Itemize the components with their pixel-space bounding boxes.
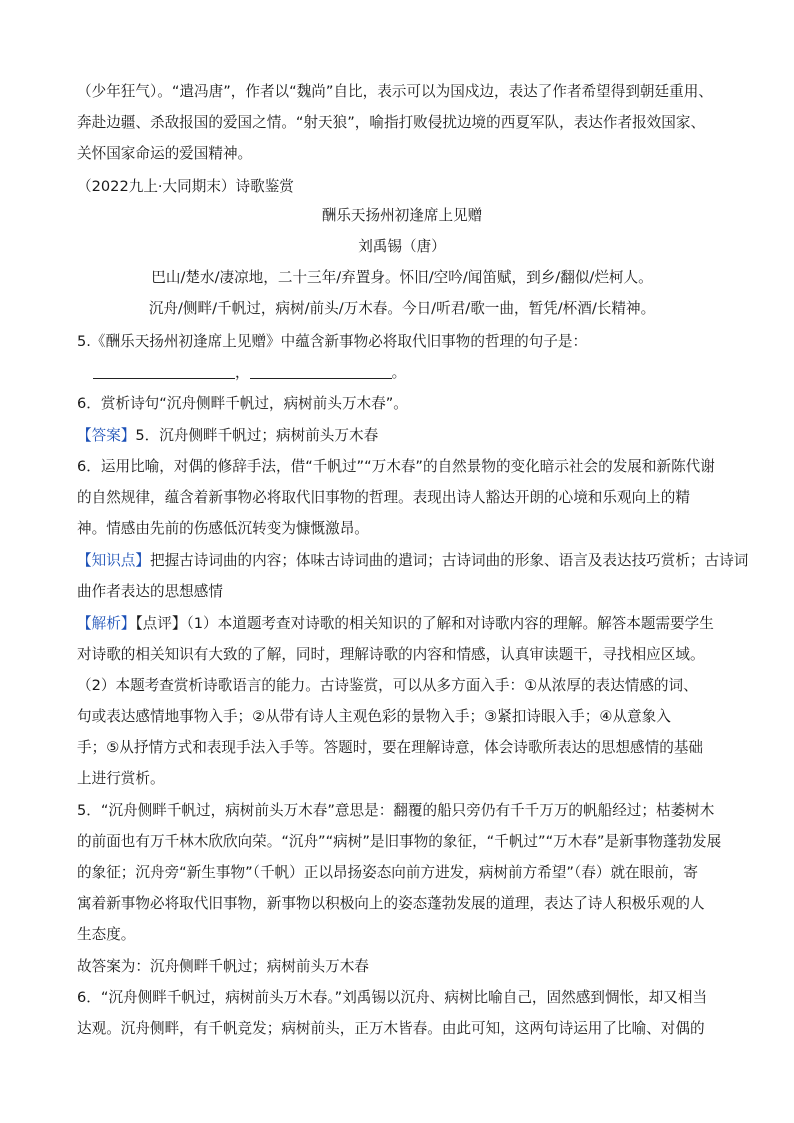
text-line: 上进行赏析。 [77,770,165,787]
poem-line: 沉舟/侧畔/千帆过，病树/前头/万木春。今日/听君/歌一曲，暂凭/杯酒/长精神。 [148,300,656,317]
poem-line: 巴山/楚水/凄凉地，二十三年/弃置身。怀旧/空吟/闻笛赋，到乡/翻似/烂柯人。 [151,269,653,286]
question-5: 5.《酬乐天扬州初逢席上见赠》中蕴含新事物必将取代旧事物的哲理的句子是： [77,333,588,350]
analysis-text: 【点评】（1）本道题考查对诗歌的相关知识的了解和对诗歌内容的理解。解答本题需要学生 [135,615,714,632]
knowledge-text: 把握古诗词曲的内容；体味古诗词曲的遣词；古诗词曲的形象、语言及表达技巧赏析；古诗词 [149,552,749,569]
text-line: 关怀国家命运的爱国精神。 [77,145,253,162]
analysis-tag: 【解析】 [77,615,136,632]
text-line: 寓着新事物必将取代旧事物，新事物以积极向上的姿态蓬勃发展的道理，表达了诗人积极乐观的人 [77,895,705,912]
text-line: 的前面也有万千林木欣欣向荣。“沉舟”“病树”是旧事物的象征，“千帆过”“万木春”是新事物蓬勃发展 [77,833,722,850]
answer-text: 5．沉舟侧畔千帆过；病树前头万木春 [135,427,379,444]
answer-tag: 【答案】 [77,427,136,444]
blank-separator: ， [235,364,250,381]
text-line: 6．运用比喻，对偶的修辞手法，借“千帆过”“万木春”的自然景物的变化暗示社会的发展和新陈代谢 [77,458,715,475]
text-line: 达观。沉舟侧畔，有千帆竞发；病树前头，正万木皆春。由此可知，这两句诗运用了比喻、对偶的 [77,1020,705,1037]
answer-line [77,426,727,446]
blank-end: 。 [391,364,407,381]
text-line: 对诗歌的相关知识有大致的了解，同时，理解诗歌的内容和情感，认真审读题干，寻找相应区域。 [77,646,705,663]
analysis-line [77,614,727,634]
knowledge-tag: 【知识点】 [77,552,150,569]
text-line: 的象征；沉舟旁“新生事物”（千帆）正以昂扬姿态向前方进发，病树前方希望”（春）就在眼前，寄 [77,864,699,881]
text-line: 6．“沉舟侧畔千帆过，病树前头万木春。”刘禹锡以沉舟、病树比喻自己，固然感到惆怅，却又相当 [77,989,708,1006]
text-line: （2）本题考查赏析诗歌语言的能力。古诗鉴赏，可以从多方面入手：①从浓厚的表达情感的词、 [77,677,698,694]
text-line: （少年狂气）。“遣冯唐”，作者以“魏尚”自比，表示可以为国戍边，表达了作者希望得到朝廷重用、 [77,83,713,100]
text-line: 神。情感由先前的伤感低沉转变为慷慨激昂。 [77,520,369,537]
text-line: 句或表达感情地事物入手；②从带有诗人主观色彩的景物入手；③紧扣诗眼入手；④从意象入 [77,708,671,725]
poem-title: 酬乐天扬州初逢席上见赠 [321,207,483,224]
text-line: 手；⑤从抒情方式和表现手法入手等。答题时，要在理解诗意，体会诗歌所表达的思想感情的基础 [77,739,704,756]
poem-author: 刘禹锡（唐） [358,238,446,255]
knowledge-line [77,551,749,571]
answer-blanks [93,363,743,383]
text-line: 的自然规律，蕴含着新事物必将取代旧事物的哲理。表现出诗人豁达开朗的心境和乐观向上的精 [77,489,690,506]
text-line: 奔赴边疆、杀敌报国的爱国之情。“射天狼”，喻指打败侵扰边境的西夏军队，表达作者报效国家、 [77,114,706,131]
blank-line [250,364,392,379]
blank-line [93,364,235,379]
text-line: 曲作者表达的思想感情 [77,583,223,600]
text-line: 故答案为：沉舟侧畔千帆过；病树前头万木春 [77,958,369,975]
text-line: 生态度。 [77,926,136,943]
question-source: （2022九上·大同期末）诗歌鉴赏 [77,178,294,195]
question-6: 6．赏析诗句“沉舟侧畔千帆过，病树前头万木春”。 [77,395,408,412]
text-line: 5．“沉舟侧畔千帆过，病树前头万木春”意思是：翻覆的船只旁仍有千千万万的帆船经过；枯萎树木 [77,802,715,819]
